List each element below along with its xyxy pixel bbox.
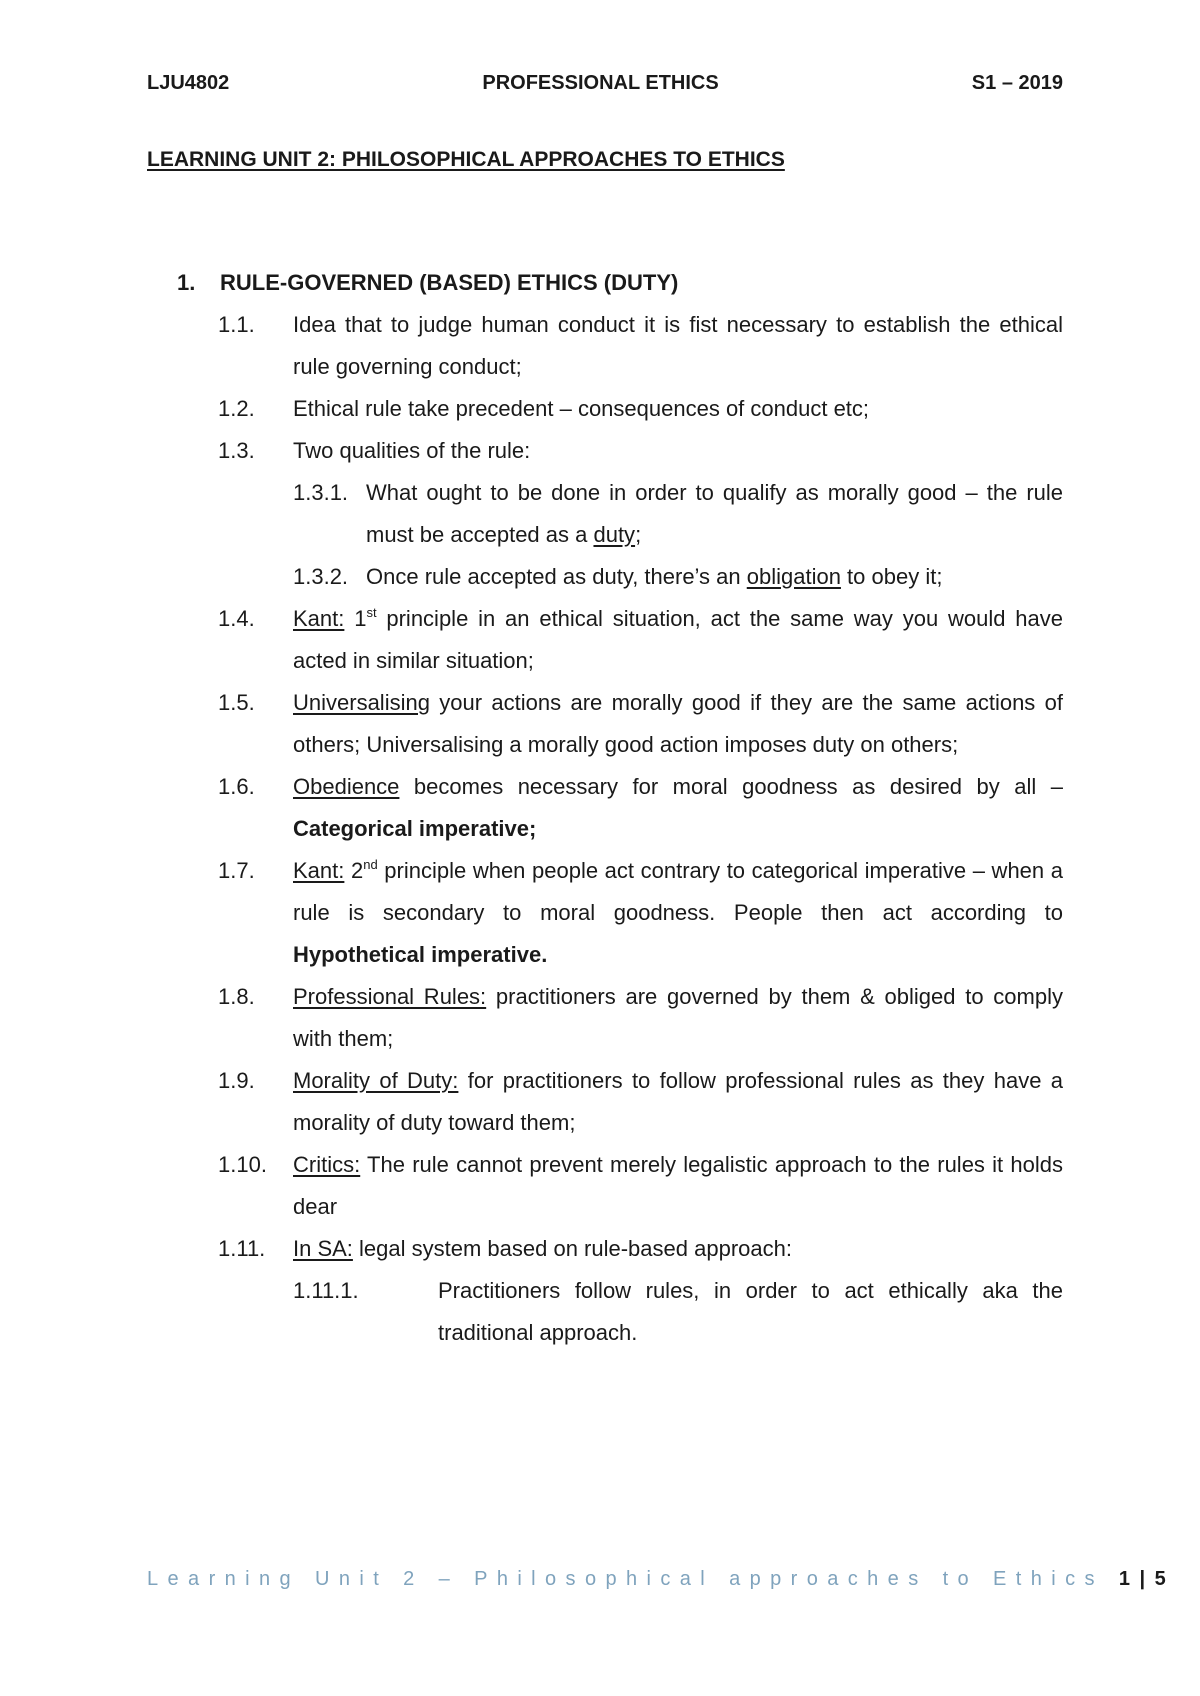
item-number: 1.11. bbox=[218, 1236, 266, 1261]
document-body bbox=[0, 262, 1200, 1354]
list-item bbox=[0, 472, 1200, 556]
item-text: Practitioners follow rules, in order to act ethically aka the traditional approach. bbox=[438, 1278, 1063, 1345]
list-item bbox=[0, 682, 1200, 766]
course-title: PROFESSIONAL ETHICS bbox=[482, 72, 719, 94]
semester: S1 – 2019 bbox=[971, 72, 1063, 94]
list-item bbox=[0, 850, 1200, 976]
item-number: 1.6. bbox=[218, 774, 255, 799]
item-number: 1.1. bbox=[218, 312, 255, 337]
item-text: Ethical rule take precedent – consequences of conduct etc; bbox=[293, 396, 870, 421]
item-number: 1.3.1. bbox=[293, 480, 349, 505]
section-title: RULE-GOVERNED (BASED) ETHICS (DUTY) bbox=[220, 270, 679, 295]
item-number: 1.3. bbox=[218, 438, 255, 463]
list-item bbox=[0, 1228, 1200, 1270]
list-item bbox=[0, 304, 1200, 388]
item-label: Professional Rules: bbox=[293, 984, 487, 1009]
list-item bbox=[0, 1144, 1200, 1228]
underlined-term: duty bbox=[593, 522, 636, 547]
item-label: Morality of Duty: bbox=[293, 1068, 459, 1093]
item-label: Critics: bbox=[293, 1152, 361, 1177]
item-number: 1.4. bbox=[218, 606, 255, 631]
item-label: Kant: bbox=[293, 858, 345, 883]
item-text: Obedience becomes necessary for moral goodness as desired by all – Categorical imperative; bbox=[293, 774, 1063, 841]
list-item bbox=[0, 1270, 1200, 1354]
underlined-term: obligation bbox=[746, 564, 841, 589]
list-item bbox=[0, 556, 1200, 598]
list-item bbox=[0, 430, 1200, 472]
list-item bbox=[0, 766, 1200, 850]
item-text: Idea that to judge human conduct it is fist necessary to establish the ethical rule governing conduct; bbox=[293, 312, 1063, 379]
item-number: 1.5. bbox=[218, 690, 255, 715]
item-text: Kant: 1st principle in an ethical situation, act the same way you would have acted in similar situation; bbox=[293, 605, 1063, 673]
item-label: Kant: bbox=[293, 606, 345, 631]
page-footer bbox=[147, 1568, 1168, 1591]
bold-term: Hypothetical imperative. bbox=[293, 942, 548, 967]
item-number: 1.11.1. bbox=[293, 1278, 359, 1303]
item-text: What ought to be done in order to qualify as morally good – the rule must be accepted as a duty; bbox=[366, 480, 1063, 547]
item-text: In SA: legal system based on rule-based approach: bbox=[293, 1236, 792, 1261]
item-label: Universalising bbox=[293, 690, 430, 715]
list-item bbox=[0, 976, 1200, 1060]
item-text: Professional Rules: practitioners are governed by them & obliged to comply with them; bbox=[293, 984, 1063, 1051]
item-label: In SA: bbox=[293, 1236, 353, 1261]
item-text: Kant: 2nd principle when people act contrary to categorical imperative – when a rule is secondary to moral goodness. People then act according to Hypothetical imperative. bbox=[293, 857, 1063, 967]
item-number: 1.7. bbox=[218, 858, 255, 883]
unit-title: LEARNING UNIT 2: PHILOSOPHICAL APPROACHES TO ETHICS bbox=[147, 148, 785, 171]
item-number: 1.2. bbox=[218, 396, 255, 421]
item-text: Two qualities of the rule: bbox=[293, 438, 531, 463]
item-text: Once rule accepted as duty, there’s an obligation to obey it; bbox=[366, 564, 943, 589]
item-label: Obedience bbox=[293, 774, 400, 799]
item-number: 1.10. bbox=[218, 1152, 267, 1177]
course-code: LJU4802 bbox=[147, 72, 230, 94]
list-item bbox=[0, 388, 1200, 430]
item-number: 1.8. bbox=[218, 984, 255, 1009]
page-number: 1 | 5 bbox=[1118, 1568, 1168, 1590]
list-item bbox=[0, 1060, 1200, 1144]
list-item bbox=[0, 598, 1200, 682]
section-heading bbox=[0, 262, 1200, 304]
footer-text: Learning Unit 2 – Philosophical approaches to Ethics bbox=[147, 1568, 1119, 1590]
item-number: 1.9. bbox=[218, 1068, 255, 1093]
item-text: Critics: The rule cannot prevent merely legalistic approach to the rules it holds dear bbox=[293, 1152, 1063, 1219]
item-number: 1.3.2. bbox=[293, 564, 349, 589]
item-text: Universalising your actions are morally good if they are the same actions of others; Universalising a morally good action imposes duty on others; bbox=[293, 690, 1063, 757]
section-number: 1. bbox=[177, 270, 196, 295]
bold-term: Categorical imperative; bbox=[293, 816, 537, 841]
item-text: Morality of Duty: for practitioners to follow professional rules as they have a morality of duty toward them; bbox=[293, 1068, 1064, 1135]
page-header bbox=[147, 72, 1063, 95]
